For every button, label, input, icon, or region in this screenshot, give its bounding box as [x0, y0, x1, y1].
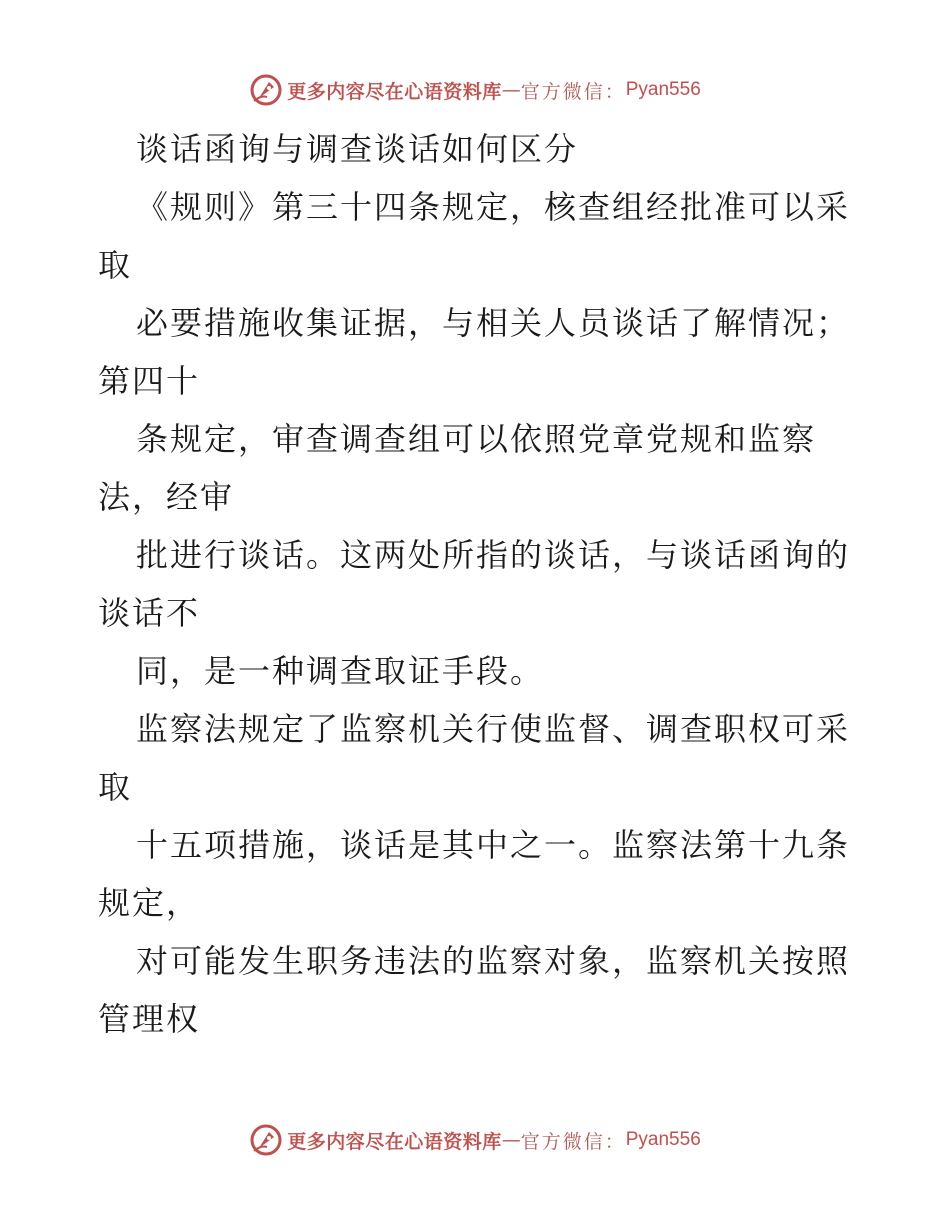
document-title: 谈话函询与调查谈话如何区分 — [136, 130, 579, 168]
banner-text: 更多内容尽在心语资料库 — [287, 80, 502, 103]
banner-text: 更多内容尽在心语资料库 — [287, 1130, 502, 1153]
paragraph-line: 对可能发生职务违法的监察对象，监察机关按照 — [136, 942, 851, 980]
wechat-label: 官方微信： — [520, 1130, 626, 1153]
footer-banner — [0, 1120, 950, 1160]
paragraph-line: 取 — [98, 768, 133, 806]
banner-dash: — — [501, 1129, 521, 1151]
paragraph-line: 监察法规定了监察机关行使监督、调查职权可采 — [136, 710, 851, 748]
header-banner — [0, 70, 950, 110]
pen-nib-logo-icon — [249, 1123, 283, 1157]
paragraph-line: 十五项措施，谈话是其中之一。监察法第十九条 — [136, 826, 851, 864]
paragraph-line: 管理权 — [98, 1000, 201, 1038]
paragraph-line: 条规定，审查调查组可以依照党章党规和监察 — [136, 420, 817, 458]
paragraph-line: 法，经审 — [98, 478, 235, 516]
wechat-id: Pyan556 — [625, 79, 701, 100]
paragraph-line: 规定， — [98, 884, 201, 922]
paragraph-line: 同，是一种调查取证手段。 — [136, 652, 545, 690]
paragraph-line: 《规则》第三十四条规定，核查组经批准可以采 — [136, 188, 851, 226]
document-body — [98, 120, 858, 1048]
paragraph-line: 必要措施收集证据，与相关人员谈话了解情况； — [136, 304, 851, 342]
paragraph-line: 批进行谈话。这两处所指的谈话，与谈话函询的 — [136, 536, 851, 574]
wechat-id: Pyan556 — [625, 1129, 701, 1150]
paragraph-line: 谈话不 — [98, 594, 201, 632]
paragraph-line: 第四十 — [98, 362, 201, 400]
wechat-label: 官方微信： — [520, 80, 626, 103]
paragraph-line: 取 — [98, 246, 133, 284]
banner-dash: — — [501, 79, 521, 101]
pen-nib-logo-icon — [249, 73, 283, 107]
